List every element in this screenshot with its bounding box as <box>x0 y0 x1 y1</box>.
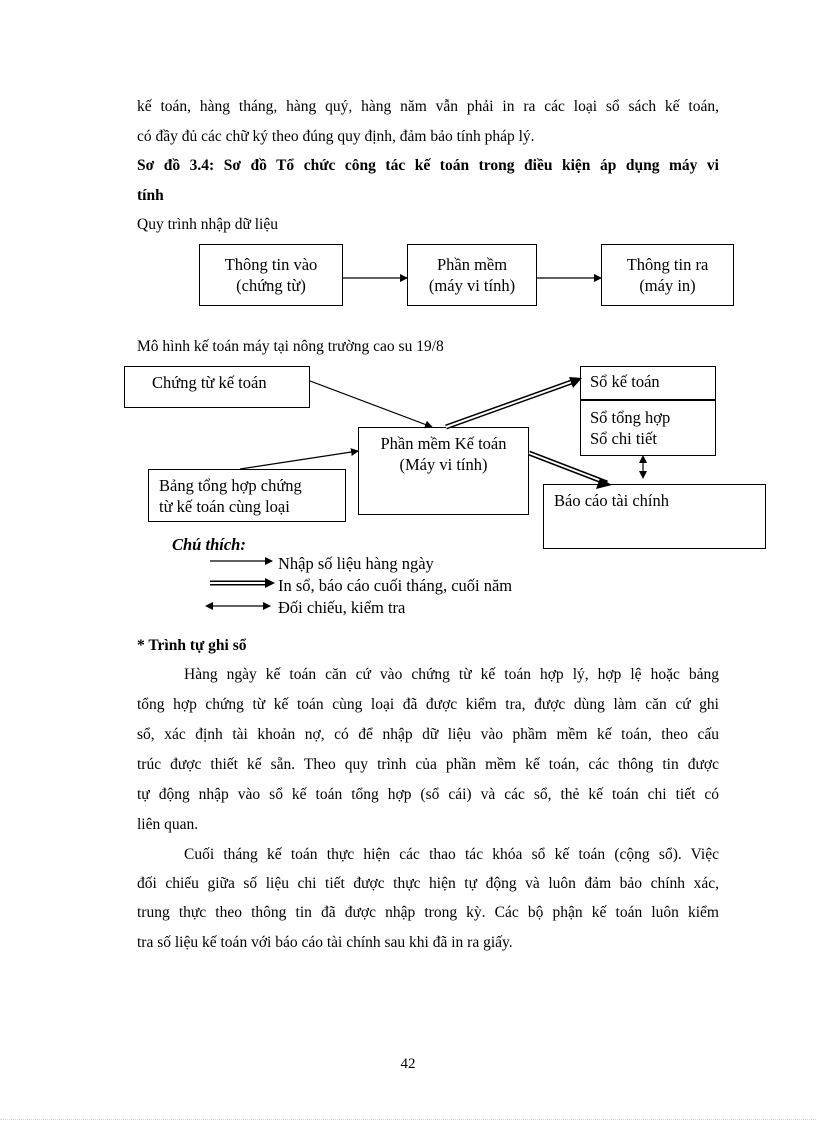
paragraph-line: tổng hợp chứng từ kế toán cùng loại đã được kiểm tra, được dùng làm căn cứ ghi <box>137 696 719 713</box>
arrow-bang-tong-hop-to-software <box>240 451 358 469</box>
process-caption: Quy trình nhập dữ liệu <box>137 216 278 233</box>
double-arrow-software-to-bao-cao <box>529 453 612 489</box>
paragraph-line: trung thực theo thông tin đã được nhập trong kỳ. Các bộ phận kế toán luôn kiểm <box>137 904 719 921</box>
process-box-input-line2: (chứng từ) <box>236 276 306 295</box>
box-so-chi-tiet-label: Sổ chi tiết <box>590 429 657 448</box>
process-box-software-line1: Phần mềm <box>436 255 508 274</box>
page-bottom-edge <box>0 1119 816 1120</box>
paragraph-line: sổ, xác định tài khoản nợ, có để nhập dữ liệu vào phầm mềm kế toán, theo cấu <box>137 726 719 743</box>
page-number: 42 <box>400 1056 416 1072</box>
box-bang-tong-hop-line1: Bảng tổng hợp chứng <box>159 476 302 495</box>
box-phan-mem-line1: Phần mềm Kế toán <box>380 434 507 453</box>
intro-line-2: có đầy đủ các chữ ký theo đúng quy định, đảm bảo tính pháp lý. <box>137 128 535 145</box>
legend-title: Chú thích: <box>172 535 246 554</box>
paragraph-line: Cuối tháng kế toán thực hiện các thao tác khóa sổ kế toán (cộng sổ). Việc <box>184 846 719 863</box>
paragraph-line: trúc được thiết kế sẵn. Theo quy trình của phần mềm kế toán, các thông tin được <box>137 756 719 773</box>
process-box-output-line2: (máy in) <box>639 276 696 295</box>
arrow-chung-tu-to-software <box>310 381 432 427</box>
legend-item-1: Nhập số liệu hàng ngày <box>278 554 434 573</box>
paragraph-line: tra số liệu kế toán với báo cáo tài chính sau khi đã in ra giấy. <box>137 934 513 951</box>
legend-item-3: Đối chiếu, kiểm tra <box>278 598 406 617</box>
paragraph-line: Hàng ngày kế toán căn cứ vào chứng từ kế toán hợp lý, hợp lệ hoặc bảng <box>184 666 719 683</box>
paragraph-line: liên quan. <box>137 816 199 833</box>
section-heading: * Trình tự ghi sổ <box>137 637 247 654</box>
process-box-software-line2: (máy vi tính) <box>428 276 516 295</box>
paragraph-line: tự động nhập vào sổ kế toán tổng hợp (sổ cái) và các sổ, thẻ kế toán chi tiết có <box>137 786 719 803</box>
legend-item-2: In sổ, báo cáo cuối tháng, cuối năm <box>278 576 513 595</box>
figure-title-line-1: Sơ đồ 3.4: Sơ đồ Tổ chức công tác kế toán trong điều kiện áp dụng máy vi <box>137 157 719 174</box>
box-phan-mem-line2: (Máy vi tính) <box>399 455 488 474</box>
figure-title-line-2: tính <box>137 187 164 204</box>
double-arrow-software-to-so-ke-toan <box>446 377 582 427</box>
box-bao-cao-label: Báo cáo tài chính <box>554 491 670 510</box>
process-box-output-line1: Thông tin ra <box>626 255 709 274</box>
intro-line-1: kế toán, hàng tháng, hàng quý, hàng năm vẫn phải in ra các loại sổ sách kế toán, <box>137 98 719 115</box>
box-so-ke-toan-label: Sổ kế toán <box>590 372 660 391</box>
box-so-tong-hop-label: Sổ tổng hợp <box>590 408 671 427</box>
model-caption: Mô hình kế toán máy tại nông trường cao su 19/8 <box>137 338 444 355</box>
box-chung-tu-label: Chứng từ kế toán <box>152 373 267 392</box>
legend-double-arrow-icon <box>210 578 275 588</box>
paragraph-line: đối chiếu giữa số liệu chi tiết được thực hiện tự động và luôn đảm bảo chính xác, <box>137 875 719 892</box>
process-box-input-line1: Thông tin vào <box>224 255 318 274</box>
box-bang-tong-hop-line2: từ kế toán cùng loại <box>159 497 290 516</box>
